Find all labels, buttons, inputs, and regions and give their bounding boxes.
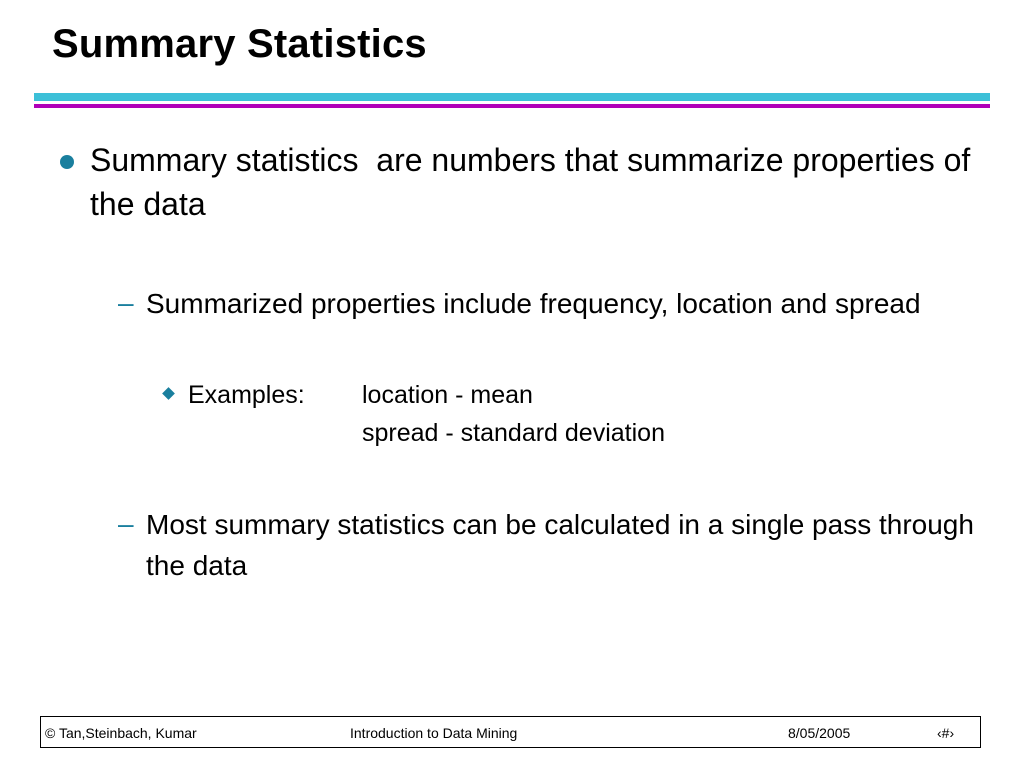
dash-icon: –	[118, 287, 134, 318]
footer-page-number: ‹#›	[937, 725, 955, 741]
title-rule-magenta	[34, 104, 990, 108]
footer-date: 8/05/2005	[788, 725, 851, 741]
example-line-2: spread - standard deviation	[362, 419, 665, 447]
bullet-dot-icon	[60, 155, 74, 169]
dash-icon: –	[118, 508, 134, 539]
diamond-bullet-icon	[162, 387, 175, 400]
slide-footer	[40, 716, 981, 748]
footer-copyright: © Tan,Steinbach, Kumar	[45, 725, 197, 741]
subbullet-text-1: Summarized properties include frequency, location and spread	[146, 288, 921, 319]
example-line-1: location - mean	[362, 381, 533, 409]
slide-title: Summary Statistics	[52, 22, 427, 66]
bullet-text: Summary statistics are numbers that summarize properties of the data	[90, 142, 980, 222]
examples-label: Examples:	[188, 381, 305, 409]
title-rule-cyan	[34, 93, 990, 101]
subbullet-text-2: Most summary statistics can be calculated in a single pass through the data	[146, 509, 974, 581]
footer-course: Introduction to Data Mining	[350, 725, 518, 741]
